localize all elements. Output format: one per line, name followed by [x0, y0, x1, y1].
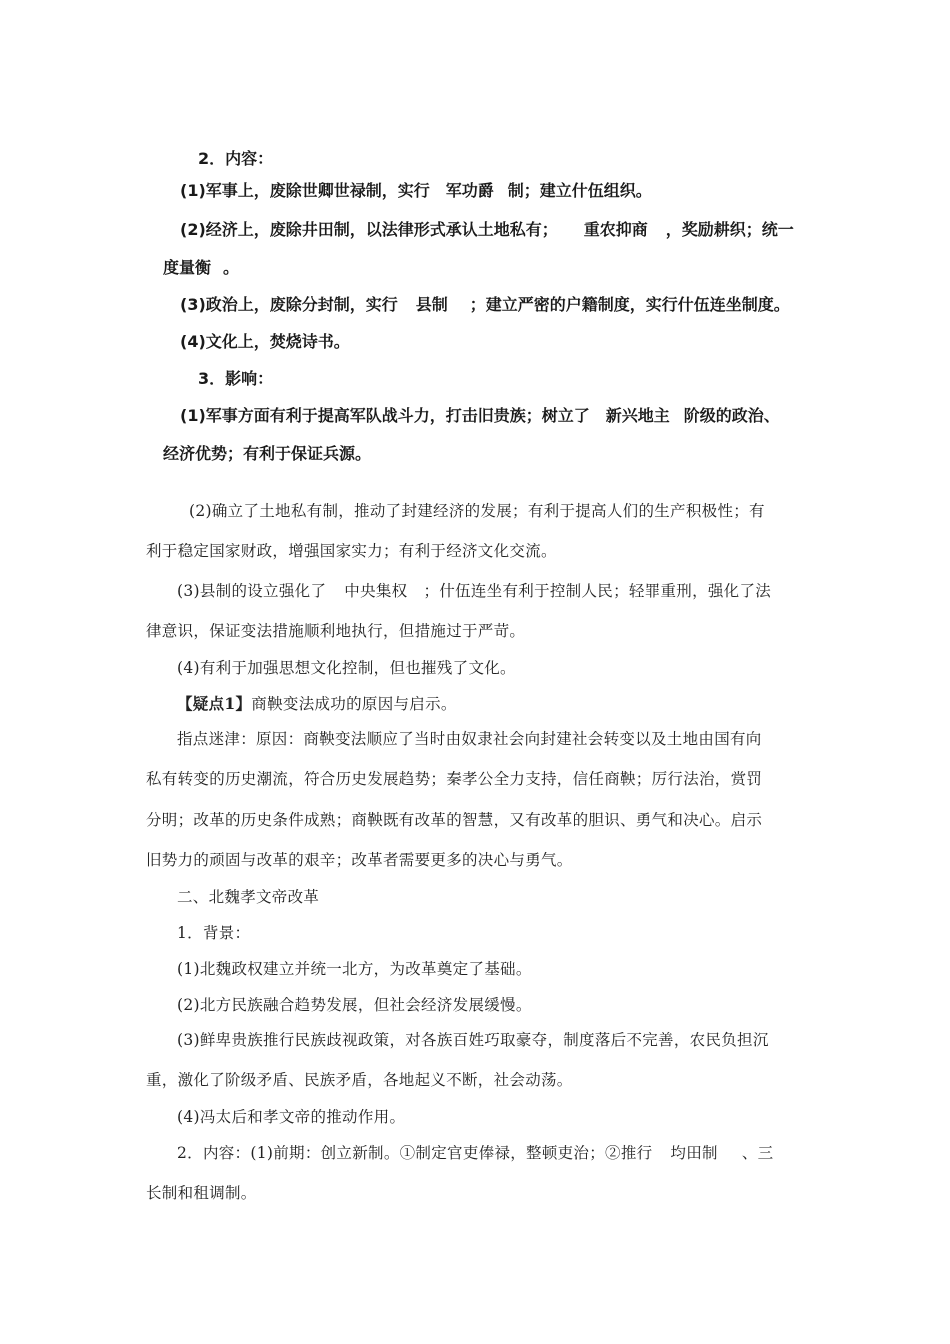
content2-blank: 均田制 [670, 1144, 718, 1162]
impact1-line: (1)军事方面有利于提高军队战斗力，打击旧贵族；树立了 新兴地主 阶级的政治、 [180, 406, 780, 425]
politics-line: (3)政治上，废除分封制，实行 县制 ；建立严密的户籍制度，实行什伍连坐制度。 [180, 295, 790, 314]
impact1-blank: 新兴地主 [605, 406, 670, 425]
background-item-2: (2)北方民族融合趋势发展，但社会经济发展缓慢。 [177, 996, 532, 1014]
background-item-4: (4)冯太后和孝文帝的推动作用。 [177, 1108, 406, 1126]
background-heading: 1．背景： [177, 924, 251, 942]
impact2-line-1: (2)确立了土地私有制，推动了封建经济的发展；有利于提高人们的生产积极性；有 [189, 502, 765, 520]
background-item-1: (1)北魏政权建立并统一北方，为改革奠定了基础。 [177, 960, 532, 978]
guide-line-1: 指点迷津：原因：商鞅变法顺应了当时由奴隶社会向封建社会转变以及土地由国有向 [177, 730, 762, 748]
impact2-line-2: 利于稳定国家财政，增强国家实力；有利于经济文化交流。 [146, 542, 557, 560]
impact3-blank: 中央集权 [344, 582, 408, 600]
doubt-line: 【疑点1】商鞅变法成功的原因与启示。 [177, 694, 457, 713]
impact3-line-2: 律意识，保证变法措施顺利地执行，但措施过于严苛。 [146, 622, 526, 640]
guide-line-3: 分明；改革的历史条件成熟；商鞅既有改革的智慧，又有改革的胆识、勇气和决心。启示 [146, 811, 763, 829]
impact4-line: (4)有利于加强思想文化控制，但也摧残了文化。 [177, 659, 516, 677]
content2-line-2: 长制和租调制。 [146, 1184, 257, 1202]
part2-title: 二、北魏孝文帝改革 [177, 888, 320, 906]
background-item-3-line-1: (3)鲜卑贵族推行民族歧视政策，对各族百姓巧取豪夺，制度落后不完善，农民负担沉 [177, 1031, 769, 1049]
military-line: (1)军事上，废除世卿世禄制，实行 军功爵 制；建立什伍组织。 [180, 181, 652, 200]
economy-blank: 重农抑商 [583, 220, 648, 239]
impact3-line-1: (3)县制的设立强化了 中央集权 ；什伍连坐有利于控制人民；轻罪重刑，强化了法 [177, 582, 772, 600]
military-blank: 军功爵 [445, 181, 494, 200]
content-heading: 2．内容： [198, 149, 274, 168]
impact-heading: 3．影响： [198, 369, 274, 388]
culture-line: (4)文化上，焚烧诗书。 [180, 332, 350, 351]
guide-line-4: 旧势力的顽固与改革的艰辛；改革者需要更多的决心与勇气。 [146, 851, 573, 869]
content2-line-1: 2．内容：(1)前期：创立新制。①制定官吏俸禄，整顿吏治；②推行 均田制 、三 [177, 1144, 774, 1162]
doubt-label: 【疑点1】 [177, 694, 252, 713]
economy-line: (2)经济上，废除井田制，以法律形式承认土地私有； 重农抑商 ，奖励耕织；统一 [180, 220, 794, 239]
politics-blank: 县制 [415, 295, 448, 314]
economy-blank-2: 度量衡 [163, 258, 212, 277]
economy-line-2: 度量衡 。 [163, 258, 240, 277]
impact1-line-2: 经济优势；有利于保证兵源。 [163, 444, 372, 463]
background-item-3-line-2: 重，激化了阶级矛盾、民族矛盾，各地起义不断，社会动荡。 [146, 1071, 573, 1089]
guide-line-2: 私有转变的历史潮流，符合历史发展趋势；秦孝公全力支持，信任商鞅；厉行法治，赏罚 [146, 770, 763, 788]
